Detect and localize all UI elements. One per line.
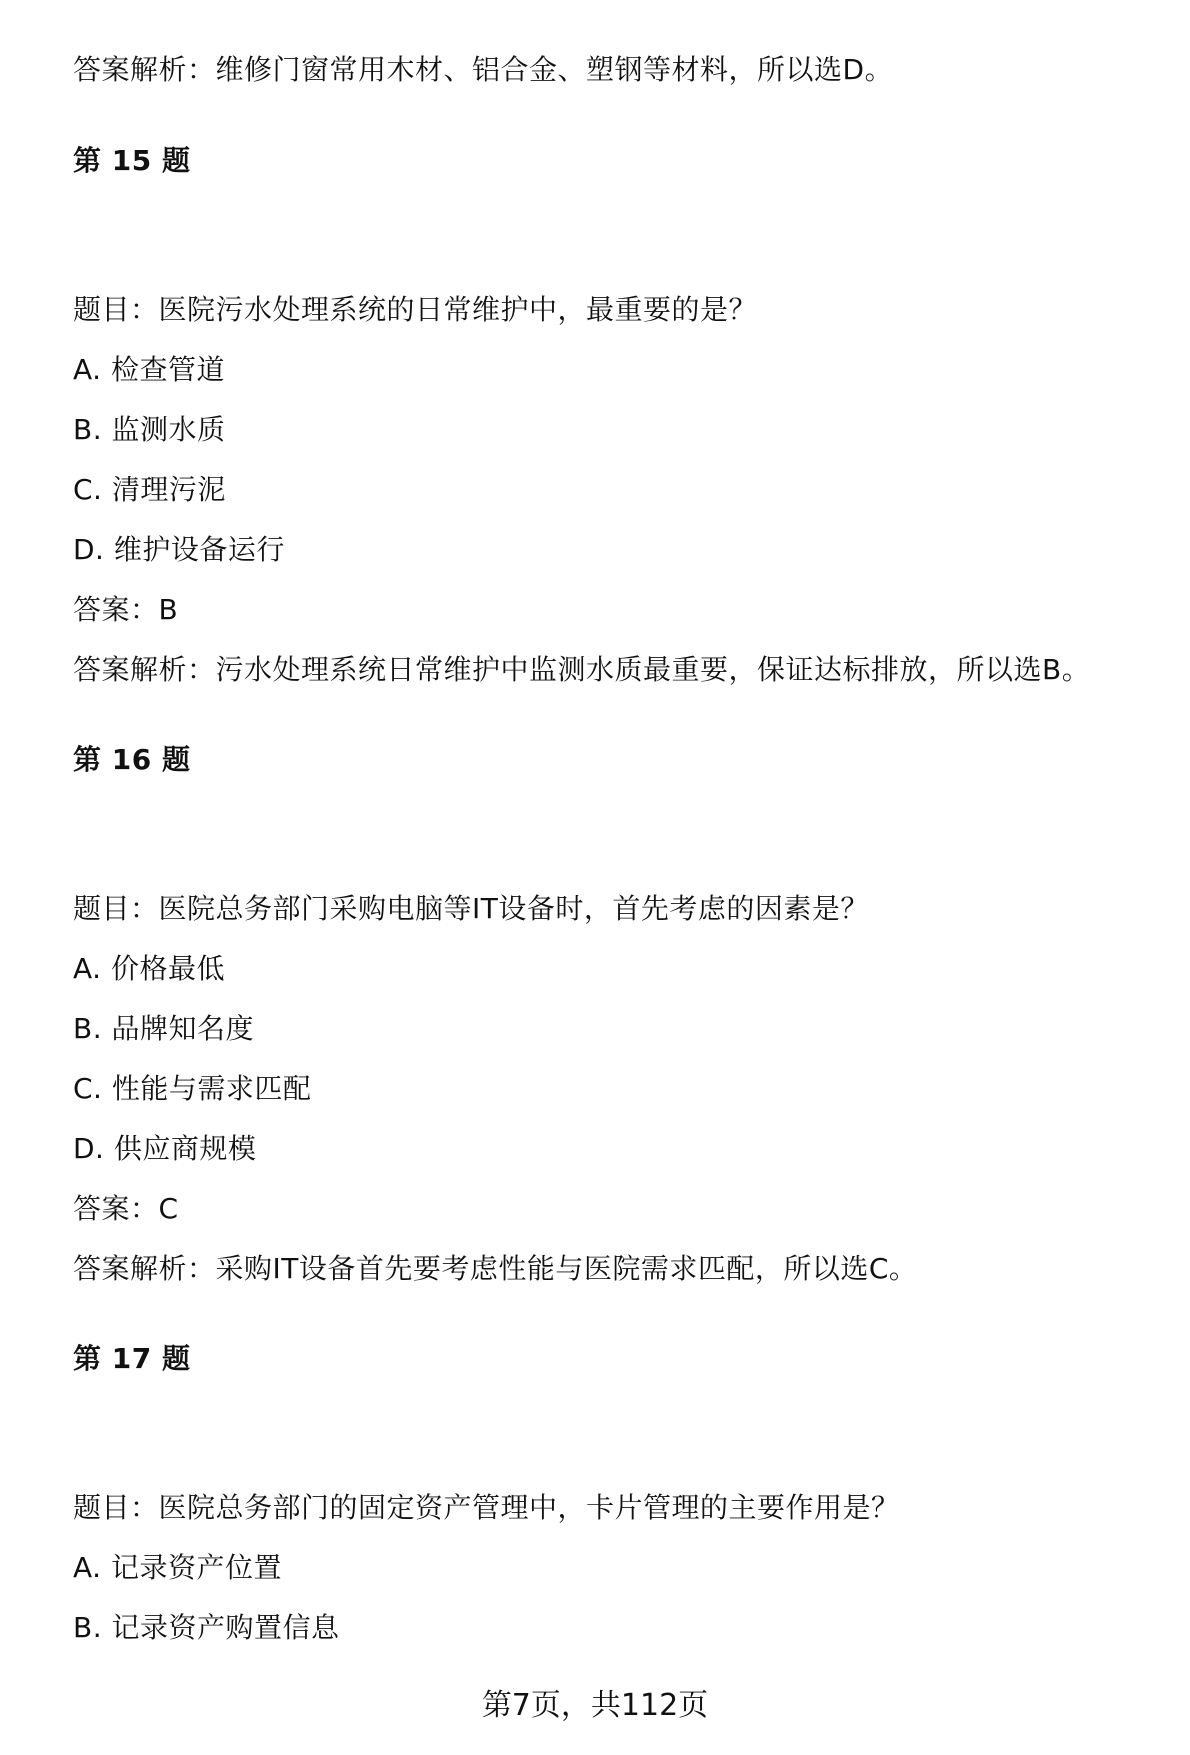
option-c: C. 性能与需求匹配 — [73, 1072, 312, 1105]
question-heading: 第 16 题 — [73, 743, 191, 776]
page-number: 第7页，共112页 — [481, 1688, 709, 1723]
option-b: B. 监测水质 — [73, 413, 226, 446]
question-stem: 题目：医院总务部门的固定资产管理中，卡片管理的主要作用是？ — [73, 1491, 900, 1524]
option-d: D. 供应商规模 — [73, 1132, 257, 1165]
answer-text: 答案：C — [73, 1192, 179, 1225]
question-heading: 第 15 题 — [73, 144, 191, 177]
option-b: B. 品牌知名度 — [73, 1012, 255, 1045]
question-stem: 题目：医院污水处理系统的日常维护中，最重要的是？ — [73, 293, 758, 326]
option-a: A. 记录资产位置 — [73, 1551, 282, 1584]
option-b: B. 记录资产购置信息 — [73, 1611, 340, 1644]
question-heading: 第 17 题 — [73, 1342, 191, 1375]
explanation-text: 答案解析：污水处理系统日常维护中监测水质最重要，保证达标排放，所以选B。 — [73, 653, 1091, 686]
option-a: A. 检查管道 — [73, 353, 225, 386]
option-c: C. 清理污泥 — [73, 473, 226, 506]
explanation-text: 答案解析：采购IT设备首先要考虑性能与医院需求匹配，所以选C。 — [73, 1252, 918, 1285]
option-d: D. 维护设备运行 — [73, 533, 285, 566]
answer-text: 答案：B — [73, 593, 179, 626]
question-stem: 题目：医院总务部门采购电脑等IT设备时，首先考虑的因素是？ — [73, 892, 869, 925]
explanation-text: 答案解析：维修门窗常用木材、铝合金、塑钢等材料，所以选D。 — [73, 53, 894, 86]
option-a: A. 价格最低 — [73, 952, 225, 985]
